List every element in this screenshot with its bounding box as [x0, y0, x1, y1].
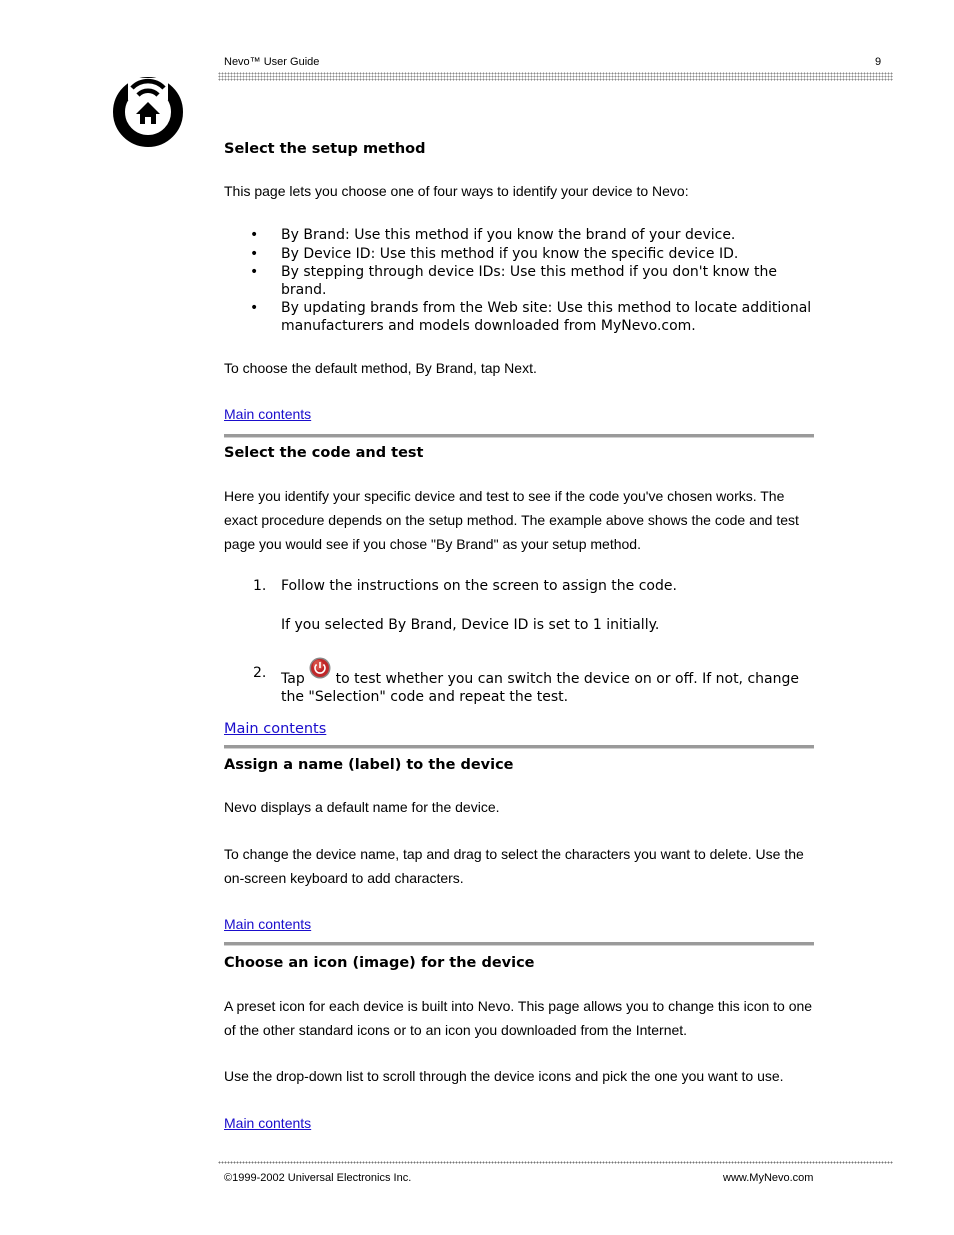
main-contents-link[interactable]: Main contents: [224, 406, 312, 422]
main-contents-link[interactable]: Main contents: [224, 916, 312, 932]
step-text-post: to test whether you can switch the device on or off. If not, change the "Selection" code and repeat the test.: [281, 671, 799, 705]
footer-divider: [218, 1161, 893, 1164]
section-heading-icon: Choose an icon (image) for the device: [224, 955, 535, 971]
name-label-p1: Nevo displays a default name for the device.: [224, 799, 500, 815]
section-heading-code-test: Select the code and test: [224, 445, 424, 461]
list-item: • By stepping through device IDs: Use this method if you don't know the brand.: [250, 264, 777, 298]
step-2: [250, 656, 820, 706]
code-test-intro: Here you identify your specific device and test to see if the code you've chosen works. The exact procedure depends on the setup method. The example above shows the code and test page you would see if you chose "By Brand" as your setup method.: [224, 488, 799, 552]
list-item: • By Brand: Use this method if you know the brand of your device.: [250, 227, 736, 243]
step-number: 2.: [253, 665, 267, 681]
setup-method-outro: To choose the default method, By Brand, tap Next.: [224, 360, 537, 376]
footer-copyright: ©1999-2002 Universal Electronics Inc.: [224, 1172, 412, 1184]
setup-method-list: [250, 227, 820, 336]
list-item: • By Device ID: Use this method if you know the specific device ID.: [250, 245, 739, 262]
page-number: 9: [875, 56, 882, 68]
name-label-p2: To change the device name, tap and drag to select the characters you want to delete. Use the on-screen keyboard to add characters.: [224, 846, 804, 886]
icon-p1: A preset icon for each device is built into Nevo. This page allows you to change this icon to one of the other standard icons or to an icon you downloaded from the Internet.: [224, 998, 813, 1038]
step-text-pre: Tap: [281, 671, 305, 687]
step-1-note: If you selected By Brand, Device ID is set to 1 initially.: [281, 617, 660, 633]
footer-website: www.MyNevo.com: [723, 1172, 814, 1184]
section-divider: [224, 434, 814, 438]
step-number: 1.: [253, 578, 267, 594]
section-heading-setup-method: Select the setup method: [224, 141, 426, 157]
setup-method-intro: This page lets you choose one of four ways to identify your device to Nevo:: [224, 183, 689, 199]
power-button-icon: [309, 657, 331, 679]
nevo-home-logo-icon: [112, 76, 184, 148]
icon-p2: Use the drop-down list to scroll through the device icons and pick the one you want to use.: [224, 1068, 784, 1084]
main-contents-link[interactable]: Main contents: [224, 721, 327, 737]
list-item: • By updating brands from the Web site: Use this method to locate additional manufacturers and models downloaded from MyNevo.com.: [250, 300, 812, 334]
section-heading-name-label: Assign a name (label) to the device: [224, 757, 514, 773]
section-divider: [224, 942, 814, 946]
step-text: Follow the instructions on the screen to assign the code.: [281, 578, 677, 594]
header-title: Nevo™ User Guide: [224, 56, 320, 68]
main-contents-link[interactable]: Main contents: [224, 1115, 312, 1131]
section-divider: [224, 745, 814, 749]
header-divider: [218, 72, 893, 81]
